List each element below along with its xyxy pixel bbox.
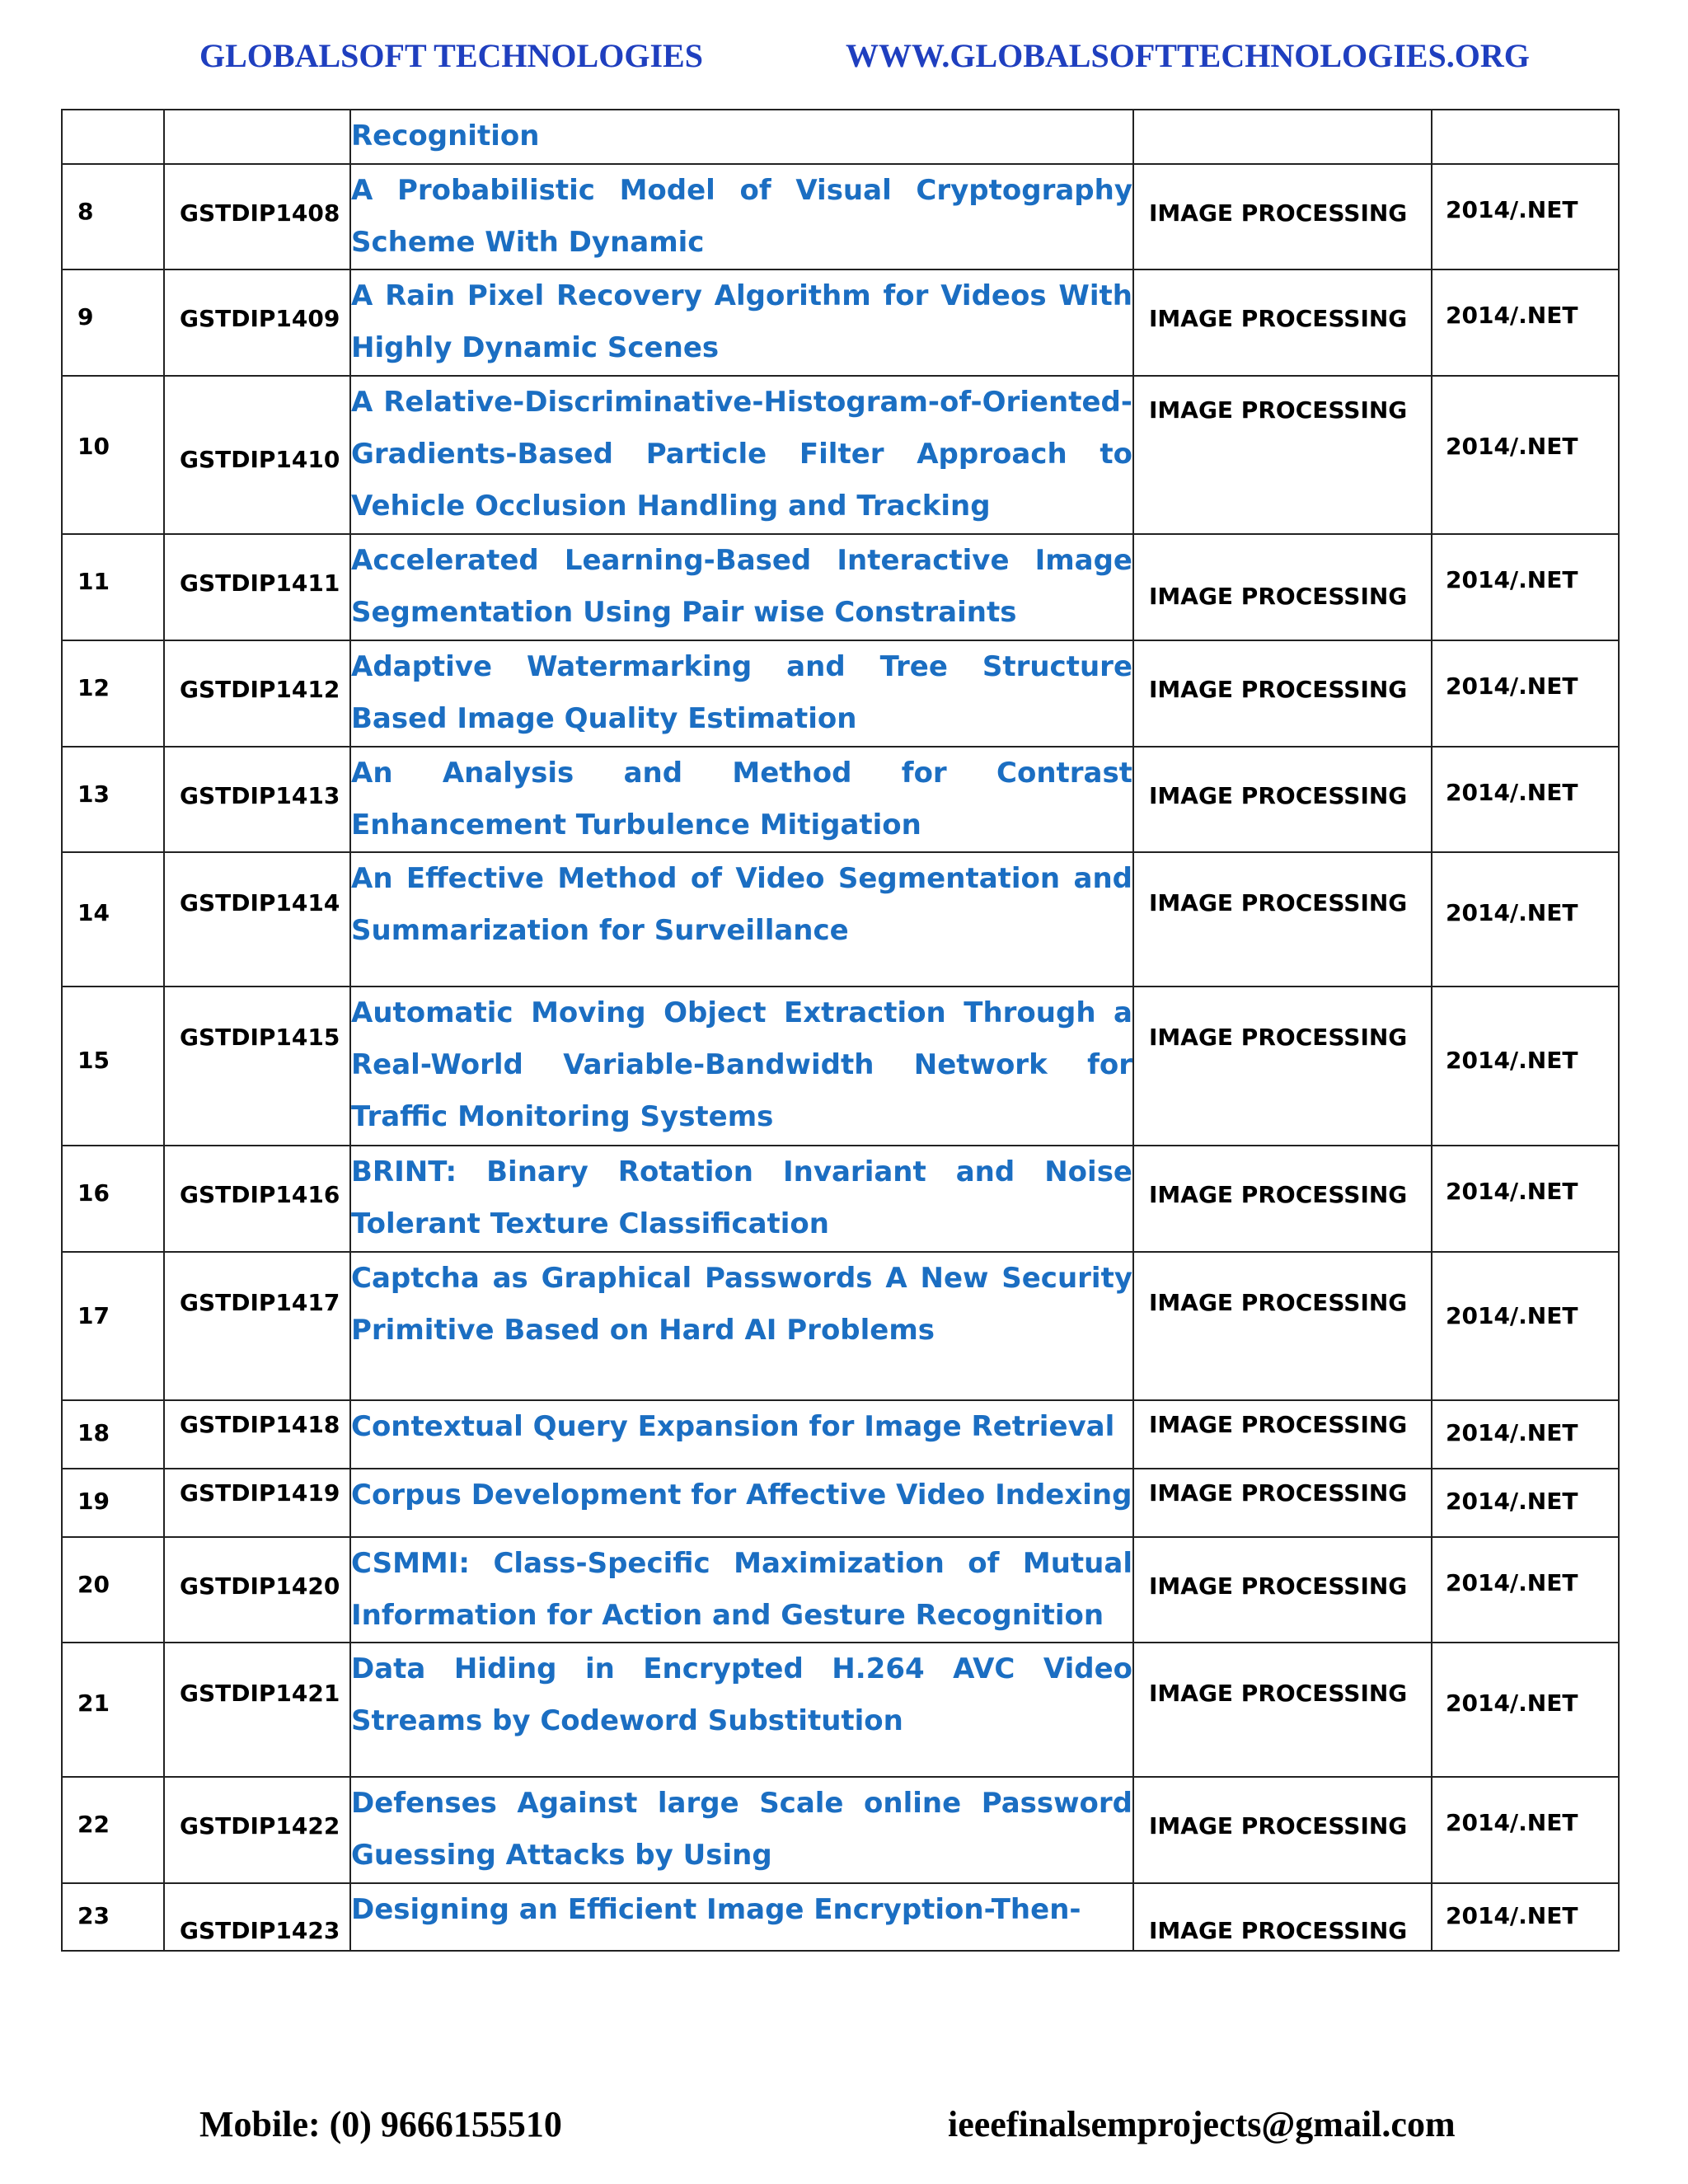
project-title: Captcha as Graphical Passwords A New Security Primitive Based on Hard AI Problems <box>351 1262 1132 1347</box>
serial-number-cell <box>62 1400 164 1469</box>
page-header <box>0 31 1688 89</box>
project-code: GSTDIP1413 <box>180 782 340 809</box>
project-title: Data Hiding in Encrypted H.264 AVC Video Streams by Codeword Substitution <box>351 1652 1132 1737</box>
table-row <box>62 1146 1619 1252</box>
project-domain: IMAGE PROCESSING <box>1149 889 1408 916</box>
table-row <box>62 269 1619 376</box>
project-code: GSTDIP1408 <box>180 199 340 227</box>
project-domain-cell <box>1133 269 1432 376</box>
project-domain-cell <box>1133 747 1432 852</box>
project-domain-cell <box>1133 852 1432 987</box>
project-title-cell <box>350 1469 1133 1537</box>
project-title-cell <box>350 852 1133 987</box>
project-title-cell <box>350 747 1133 852</box>
contact-email: ieeefinalsemprojects@gmail.com <box>948 2104 1456 2144</box>
project-code: GSTDIP1420 <box>180 1572 340 1600</box>
project-title-cell <box>350 269 1133 376</box>
project-title-cell <box>350 640 1133 747</box>
project-year: 2014/.NET <box>1446 1809 1578 1836</box>
project-code-cell <box>164 376 350 534</box>
project-title: CSMMI: Class-Specific Maximization of Mutual Information for Action and Gesture Recognition <box>351 1547 1132 1632</box>
project-year: 2014/.NET <box>1446 1178 1578 1205</box>
serial-number: 23 <box>77 1902 110 1929</box>
table-row <box>62 852 1619 987</box>
table-row <box>62 640 1619 747</box>
project-domain-cell <box>1133 376 1432 534</box>
project-domain: IMAGE PROCESSING <box>1149 1289 1408 1316</box>
project-year-cell <box>1432 1252 1619 1400</box>
project-year: 2014/.NET <box>1446 1488 1578 1515</box>
project-title-cell <box>350 1643 1133 1777</box>
serial-number-cell <box>62 1883 164 1951</box>
project-title: A Rain Pixel Recovery Algorithm for Videos With Highly Dynamic Scenes <box>351 279 1132 364</box>
project-title: A Relative-Discriminative-Histogram-of-Oriented-Gradients-Based Particle Filter Approach to Vehicle Occlusion Handling and Tracking <box>351 386 1132 523</box>
project-title: Recognition <box>351 120 540 152</box>
project-domain-cell <box>1133 987 1432 1146</box>
project-code-cell <box>164 1777 350 1883</box>
project-title-cell <box>350 1400 1133 1469</box>
project-year-cell <box>1432 376 1619 534</box>
project-domain: IMAGE PROCESSING <box>1149 676 1408 703</box>
table-row <box>62 534 1619 640</box>
serial-number-cell <box>62 534 164 640</box>
project-year-cell <box>1432 110 1619 164</box>
project-code-cell <box>164 534 350 640</box>
project-domain: IMAGE PROCESSING <box>1149 1812 1408 1840</box>
serial-number-cell <box>62 376 164 534</box>
project-code-cell <box>164 1146 350 1252</box>
project-domain: IMAGE PROCESSING <box>1149 1572 1408 1600</box>
project-code-cell <box>164 1400 350 1469</box>
project-code-cell <box>164 640 350 747</box>
project-title-cell <box>350 376 1133 534</box>
project-title-cell <box>350 1537 1133 1643</box>
serial-number: 19 <box>77 1488 110 1515</box>
project-code: GSTDIP1418 <box>180 1411 340 1438</box>
project-code-cell <box>164 1252 350 1400</box>
project-year-cell <box>1432 1883 1619 1951</box>
project-code: GSTDIP1423 <box>180 1917 340 1944</box>
project-code-cell <box>164 269 350 376</box>
serial-number-cell <box>62 987 164 1146</box>
serial-number-cell <box>62 852 164 987</box>
project-code-cell <box>164 1643 350 1777</box>
serial-number-cell <box>62 1252 164 1400</box>
project-title: An Analysis and Method for Contrast Enhancement Turbulence Mitigation <box>351 757 1132 841</box>
table-row <box>62 1643 1619 1777</box>
project-code-cell <box>164 110 350 164</box>
project-year: 2014/.NET <box>1446 1302 1578 1329</box>
table-row <box>62 1883 1619 1951</box>
project-year-cell <box>1432 987 1619 1146</box>
project-year-cell <box>1432 852 1619 987</box>
serial-number-cell <box>62 110 164 164</box>
project-year: 2014/.NET <box>1446 1419 1578 1446</box>
projects-table <box>61 109 1620 1952</box>
table-row <box>62 1537 1619 1643</box>
project-domain: IMAGE PROCESSING <box>1149 1680 1408 1707</box>
project-code-cell <box>164 1537 350 1643</box>
project-code-cell <box>164 164 350 269</box>
serial-number-cell <box>62 269 164 376</box>
project-domain-cell <box>1133 1252 1432 1400</box>
serial-number: 22 <box>77 1811 110 1838</box>
table-row <box>62 1777 1619 1883</box>
project-year: 2014/.NET <box>1446 1690 1578 1717</box>
serial-number: 17 <box>77 1302 110 1329</box>
project-title: Corpus Development for Affective Video Indexing <box>351 1479 1132 1511</box>
project-title: Accelerated Learning-Based Interactive Image Segmentation Using Pair wise Constraints <box>351 544 1132 629</box>
serial-number: 8 <box>77 198 94 225</box>
project-domain: IMAGE PROCESSING <box>1149 396 1408 424</box>
project-title: Defenses Against large Scale online Password Guessing Attacks by Using <box>351 1787 1132 1872</box>
table-row <box>62 376 1619 534</box>
project-domain: IMAGE PROCESSING <box>1149 1917 1408 1944</box>
serial-number-cell <box>62 1537 164 1643</box>
serial-number-cell <box>62 1777 164 1883</box>
project-year-cell <box>1432 534 1619 640</box>
project-domain: IMAGE PROCESSING <box>1149 782 1408 809</box>
project-domain-cell <box>1133 1643 1432 1777</box>
table-row <box>62 1469 1619 1537</box>
project-domain-cell <box>1133 1883 1432 1951</box>
project-code-cell <box>164 747 350 852</box>
project-year: 2014/.NET <box>1446 566 1578 593</box>
project-title: Designing an Efficient Image Encryption-Then- <box>351 1893 1081 1926</box>
project-domain-cell <box>1133 640 1432 747</box>
serial-number: 20 <box>77 1571 110 1598</box>
project-code: GSTDIP1410 <box>180 446 340 473</box>
project-domain: IMAGE PROCESSING <box>1149 583 1408 610</box>
serial-number: 16 <box>77 1179 110 1207</box>
project-title: Contextual Query Expansion for Image Retrieval <box>351 1410 1115 1443</box>
project-domain-cell <box>1133 534 1432 640</box>
project-code: GSTDIP1417 <box>180 1289 340 1316</box>
table-row <box>62 1400 1619 1469</box>
table-row <box>62 164 1619 269</box>
table-row <box>62 747 1619 852</box>
project-domain-cell <box>1133 110 1432 164</box>
project-title-cell <box>350 987 1133 1146</box>
project-year: 2014/.NET <box>1446 433 1578 460</box>
project-year: 2014/.NET <box>1446 196 1578 223</box>
project-year-cell <box>1432 1400 1619 1469</box>
project-domain: IMAGE PROCESSING <box>1149 1411 1408 1438</box>
project-year-cell <box>1432 269 1619 376</box>
project-code: GSTDIP1419 <box>180 1479 340 1507</box>
project-title-cell <box>350 534 1133 640</box>
serial-number: 9 <box>77 303 94 330</box>
project-year: 2014/.NET <box>1446 1902 1578 1929</box>
project-domain: IMAGE PROCESSING <box>1149 1024 1408 1051</box>
project-domain-cell <box>1133 1777 1432 1883</box>
company-name: GLOBALSOFT TECHNOLOGIES <box>199 37 703 74</box>
mobile-number: Mobile: (0) 9666155510 <box>199 2104 562 2144</box>
project-code-cell <box>164 852 350 987</box>
project-title: A Probabilistic Model of Visual Cryptography Scheme With Dynamic <box>351 174 1132 259</box>
page-footer <box>0 2103 1688 2153</box>
serial-number-cell <box>62 1469 164 1537</box>
serial-number-cell <box>62 747 164 852</box>
project-year: 2014/.NET <box>1446 1569 1578 1596</box>
table-row <box>62 1252 1619 1400</box>
serial-number: 18 <box>77 1419 110 1446</box>
project-code-cell <box>164 987 350 1146</box>
project-code: GSTDIP1416 <box>180 1181 340 1208</box>
project-code-cell <box>164 1469 350 1537</box>
project-title-cell <box>350 1146 1133 1252</box>
project-title-cell <box>350 1252 1133 1400</box>
project-year-cell <box>1432 1469 1619 1537</box>
project-year: 2014/.NET <box>1446 1047 1578 1074</box>
project-year-cell <box>1432 1146 1619 1252</box>
project-year-cell <box>1432 1537 1619 1643</box>
project-title: An Effective Method of Video Segmentation and Summarization for Surveillance <box>351 862 1132 947</box>
project-title: Adaptive Watermarking and Tree Structure Based Image Quality Estimation <box>351 650 1132 735</box>
project-year: 2014/.NET <box>1446 302 1578 329</box>
project-year: 2014/.NET <box>1446 899 1578 926</box>
project-code: GSTDIP1421 <box>180 1680 340 1707</box>
table-row <box>62 987 1619 1146</box>
project-domain-cell <box>1133 1400 1432 1469</box>
project-year: 2014/.NET <box>1446 673 1578 700</box>
project-title-cell <box>350 1777 1133 1883</box>
serial-number-cell <box>62 164 164 269</box>
serial-number: 14 <box>77 899 110 926</box>
project-domain: IMAGE PROCESSING <box>1149 199 1408 227</box>
project-year-cell <box>1432 747 1619 852</box>
project-code: GSTDIP1411 <box>180 569 340 597</box>
table-row <box>62 110 1619 164</box>
serial-number-cell <box>62 640 164 747</box>
project-code: GSTDIP1409 <box>180 305 340 332</box>
project-title-cell <box>350 164 1133 269</box>
serial-number: 12 <box>77 674 110 701</box>
project-domain: IMAGE PROCESSING <box>1149 1479 1408 1507</box>
project-title: BRINT: Binary Rotation Invariant and Noise Tolerant Texture Classification <box>351 1155 1132 1240</box>
project-year-cell <box>1432 1777 1619 1883</box>
serial-number: 11 <box>77 568 110 595</box>
project-domain: IMAGE PROCESSING <box>1149 1181 1408 1208</box>
project-title-cell <box>350 110 1133 164</box>
project-domain-cell <box>1133 1537 1432 1643</box>
project-code: GSTDIP1422 <box>180 1812 340 1840</box>
serial-number-cell <box>62 1643 164 1777</box>
project-domain-cell <box>1133 1469 1432 1537</box>
project-domain-cell <box>1133 1146 1432 1252</box>
project-domain: IMAGE PROCESSING <box>1149 305 1408 332</box>
serial-number: 15 <box>77 1047 110 1074</box>
project-year-cell <box>1432 640 1619 747</box>
project-code: GSTDIP1414 <box>180 889 340 916</box>
project-title-cell <box>350 1883 1133 1951</box>
project-title: Automatic Moving Object Extraction Through a Real-World Variable-Bandwidth Network for Traffic Monitoring Systems <box>351 996 1132 1133</box>
serial-number: 13 <box>77 780 110 808</box>
project-year-cell <box>1432 1643 1619 1777</box>
project-year-cell <box>1432 164 1619 269</box>
project-domain-cell <box>1133 164 1432 269</box>
serial-number: 10 <box>77 433 110 460</box>
project-code: GSTDIP1412 <box>180 676 340 703</box>
project-code-cell <box>164 1883 350 1951</box>
serial-number-cell <box>62 1146 164 1252</box>
website-url: WWW.GLOBALSOFTTECHNOLOGIES.ORG <box>846 37 1530 74</box>
projects-table-body <box>62 110 1619 1951</box>
project-code: GSTDIP1415 <box>180 1024 340 1051</box>
serial-number: 21 <box>77 1690 110 1717</box>
project-year: 2014/.NET <box>1446 779 1578 806</box>
